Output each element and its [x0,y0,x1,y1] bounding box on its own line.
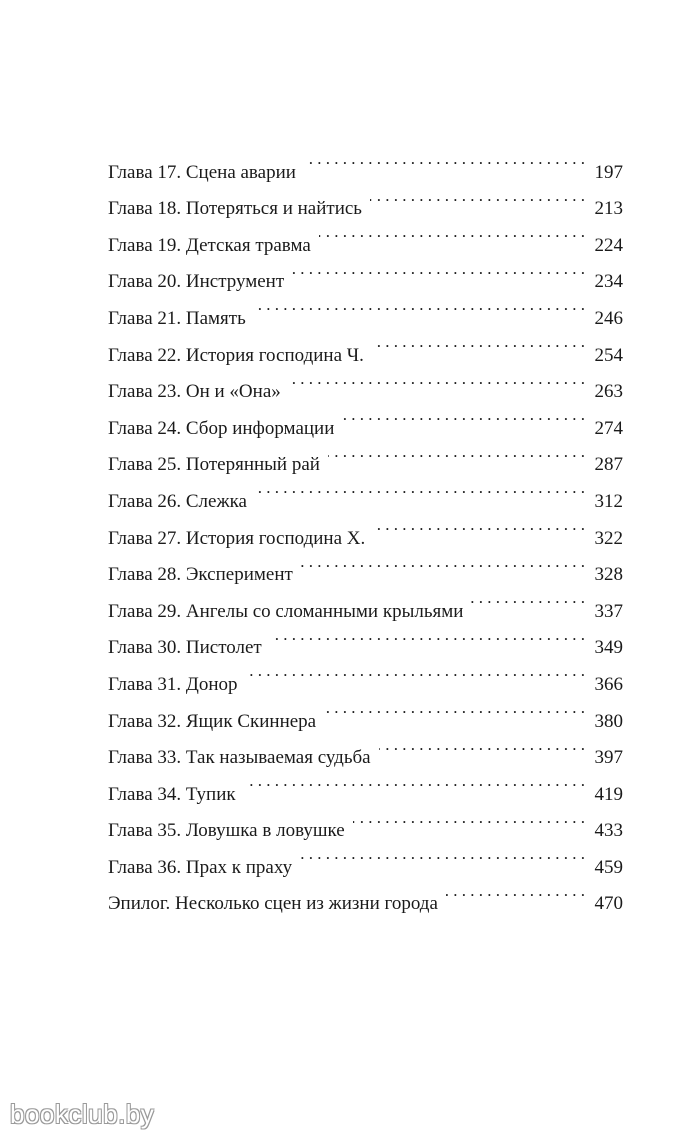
toc-leader-dots [372,324,585,361]
toc-entry-chapter-17 [108,141,623,183]
toc-leader-dots [342,397,585,434]
toc-entry-title: Глава 31. Донор [108,673,238,695]
toc-entry-page: 197 [594,161,623,183]
toc-leader-dots [324,690,585,727]
toc-entry-title: Глава 35. Ловушка в ловушке [108,820,345,842]
toc-entry-title: Глава 19. Детская травма [108,234,311,256]
toc-entry-page: 234 [594,271,623,293]
toc-entry-page: 337 [594,600,623,622]
toc-leader-dots [446,873,585,910]
toc-leader-dots [254,287,585,324]
toc-entry-page: 322 [594,527,623,549]
toc-leader-dots [300,836,585,873]
toc-entry-page: 224 [594,234,623,256]
toc-entry-page: 366 [594,673,623,695]
toc-entry-page: 254 [594,344,623,366]
toc-leader-dots [301,544,585,581]
toc-leader-dots [471,580,585,617]
toc-leader-dots [370,178,585,215]
toc-entry-page: 213 [594,198,623,220]
toc-entry-title: Глава 18. Потеряться и найтись [108,198,362,220]
toc-entry-page: 433 [594,820,623,842]
toc-entry-title: Глава 28. Эксперимент [108,564,293,586]
toc-entry-title: Эпилог. Несколько сцен из жизни города [108,893,438,915]
toc-leader-dots [289,361,585,398]
toc-entry-page: 419 [594,783,623,805]
toc-entry-page: 328 [594,564,623,586]
toc-entry-title: Глава 22. История господина Ч. [108,344,364,366]
toc-leader-dots [292,251,585,288]
toc-entry-title: Глава 32. Ящик Скиннера [108,710,317,732]
toc-entry-title: Глава 24. Сбор информации [108,417,335,439]
toc-leader-dots [373,507,585,544]
toc-entry-title: Глава 27. История господина Х. [108,527,366,549]
toc-entry-page: 263 [594,381,623,403]
toc-entry-title: Глава 29. Ангелы со сломанными крыльями [108,600,464,622]
toc-entry-page: 312 [594,490,623,512]
toc-entry-title: Глава 26. Слежка [108,490,247,512]
table-of-contents [108,141,623,915]
toc-leader-dots [244,763,585,800]
toc-entry-title: Глава 21. Память [108,307,246,329]
toc-leader-dots [319,214,585,251]
toc-leader-dots [379,727,585,764]
toc-entry-title: Глава 23. Он и «Она» [108,381,281,403]
toc-entry-page: 397 [594,747,623,769]
toc-entry-title: Глава 30. Пистолет [108,637,262,659]
toc-entry-page: 470 [594,893,623,915]
toc-leader-dots [353,800,585,837]
toc-leader-dots [246,653,585,690]
toc-entry-page: 246 [594,307,623,329]
toc-entry-page: 274 [594,417,623,439]
toc-entry-title: Глава 33. Так называемая судьба [108,747,371,769]
toc-leader-dots [328,434,585,471]
toc-leader-dots [304,141,585,178]
toc-entry-title: Глава 20. Инструмент [108,271,285,293]
toc-entry-page: 380 [594,710,623,732]
toc-leader-dots [255,470,585,507]
toc-entry-title: Глава 25. Потерянный рай [108,454,320,476]
toc-entry-page: 287 [594,454,623,476]
toc-entry-page: 349 [594,637,623,659]
toc-entry-page: 459 [594,856,623,878]
toc-entry-title: Глава 34. Тупик [108,783,236,805]
toc-entry-title: Глава 17. Сцена аварии [108,161,296,183]
toc-leader-dots [270,617,585,654]
toc-entry-title: Глава 36. Прах к праху [108,856,293,878]
site-watermark: bookclub.by [10,1099,155,1129]
